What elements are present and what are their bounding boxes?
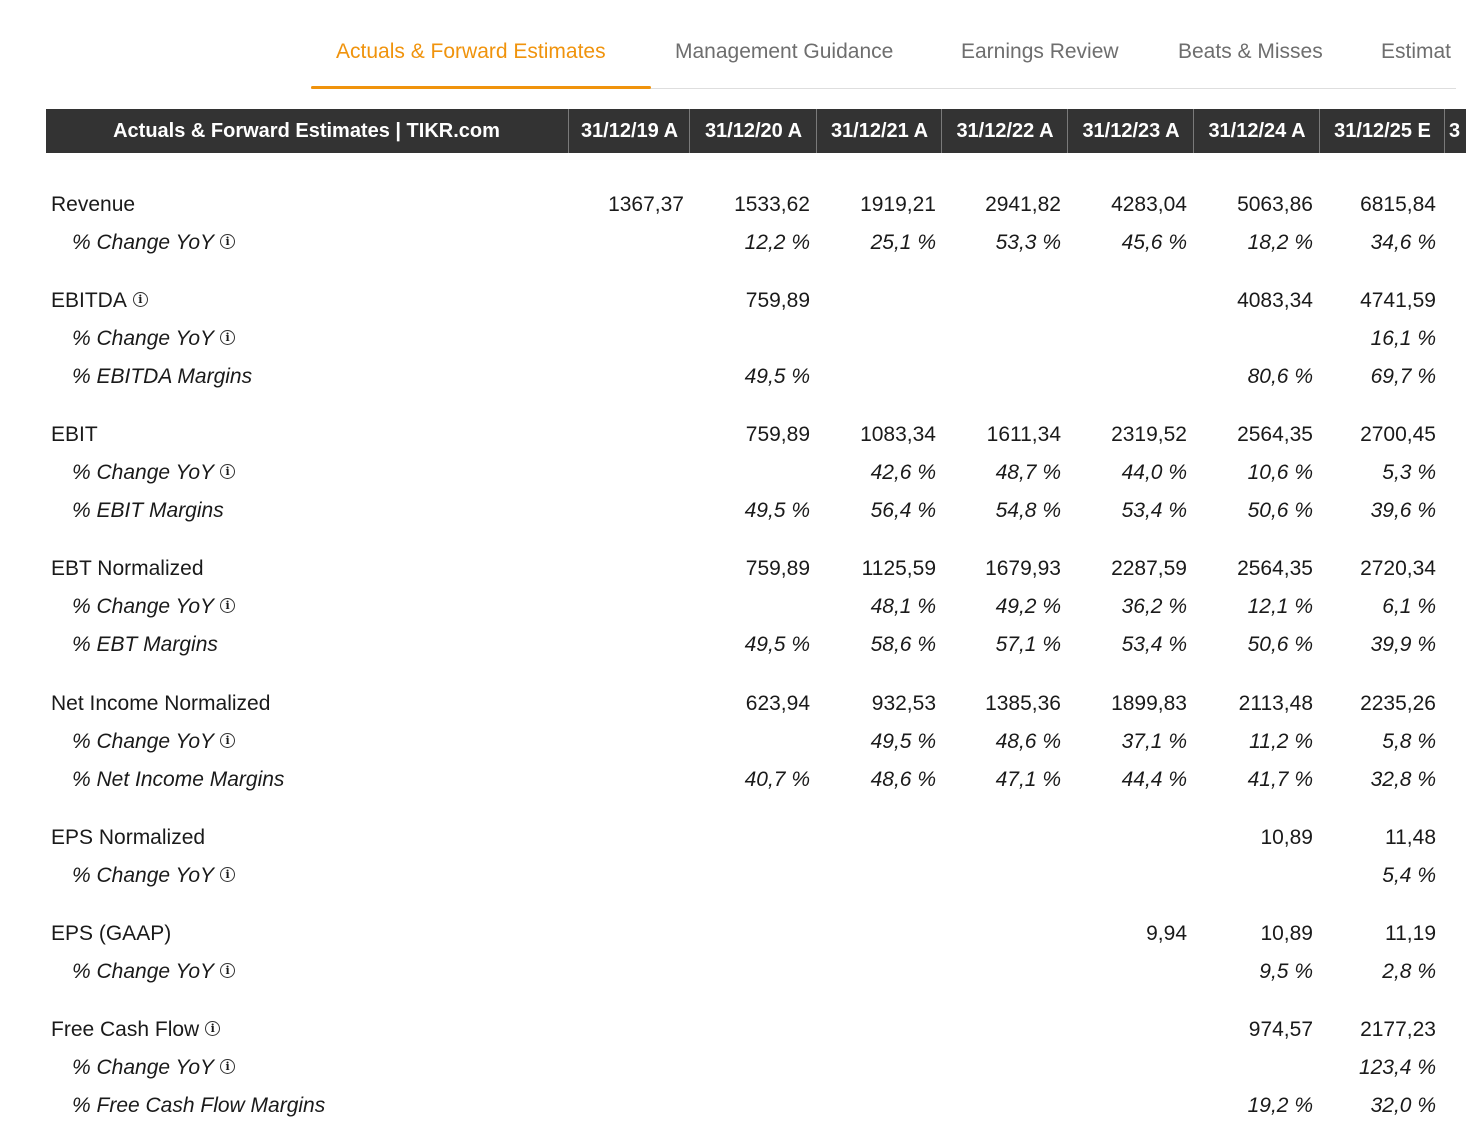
- row-label: [72, 857, 235, 895]
- row-label-text: Net Income Normalized: [51, 692, 271, 715]
- table-cell: 12,1 %: [1247, 595, 1313, 618]
- info-icon[interactable]: i: [133, 292, 148, 307]
- table-cell: 37,1 %: [1121, 730, 1187, 753]
- row-label-text: % Change YoY: [72, 960, 215, 983]
- table-cell: 2564,35: [1237, 423, 1313, 446]
- table-cell: 58,6 %: [870, 633, 936, 656]
- table-cell: 53,4 %: [1121, 633, 1187, 656]
- table-cell: 49,5 %: [744, 499, 810, 522]
- table-cell: 47,1 %: [995, 768, 1061, 791]
- tab-earnings-review[interactable]: Earnings Review: [961, 40, 1119, 63]
- table-cell: 50,6 %: [1247, 633, 1313, 656]
- table-cell: 54,8 %: [995, 499, 1061, 522]
- column-header[interactable]: 3: [1449, 120, 1461, 142]
- column-header[interactable]: 31/12/23 A: [1082, 120, 1180, 142]
- table-row: [0, 588, 1456, 626]
- table-cell: 49,5 %: [744, 365, 810, 388]
- tab-management-guidance[interactable]: Management Guidance: [675, 40, 894, 63]
- info-icon[interactable]: i: [220, 464, 235, 479]
- table-row: [0, 723, 1456, 761]
- table-cell: 11,2 %: [1249, 730, 1313, 753]
- active-tab-indicator: [311, 86, 651, 89]
- tab-actuals-forward-estimates[interactable]: Actuals & Forward Estimates: [336, 40, 606, 63]
- table-cell: 759,89: [745, 557, 810, 580]
- table-cell: 123,4 %: [1358, 1056, 1436, 1079]
- table-cell: 5063,86: [1237, 193, 1313, 216]
- table-cell: 44,4 %: [1121, 768, 1187, 791]
- row-label: [51, 416, 98, 454]
- table-row: [0, 685, 1456, 723]
- table-row: [0, 915, 1456, 953]
- column-header[interactable]: 31/12/22 A: [956, 120, 1054, 142]
- row-label: [72, 320, 235, 358]
- row-label-text: % Change YoY: [72, 327, 215, 350]
- row-label: [51, 550, 204, 588]
- table-cell: 1125,59: [861, 557, 936, 580]
- row-label: [72, 588, 235, 626]
- table-cell: 4083,34: [1237, 289, 1313, 312]
- info-icon[interactable]: i: [220, 330, 235, 345]
- table-cell: 2319,52: [1111, 423, 1187, 446]
- table-cell: 41,7 %: [1247, 768, 1313, 791]
- table-cell: 48,7 %: [995, 461, 1061, 484]
- column-header[interactable]: 31/12/21 A: [830, 120, 929, 142]
- table-title: Actuals & Forward Estimates | TIKR.com: [113, 120, 500, 142]
- tab-estimates[interactable]: Estimat: [1381, 40, 1452, 63]
- row-label: [72, 1087, 325, 1125]
- row-label-text: EPS Normalized: [51, 826, 206, 849]
- table-row: [0, 454, 1456, 492]
- row-label-text: EBT Normalized: [51, 557, 204, 580]
- row-label-text: % Free Cash Flow Margins: [72, 1094, 326, 1117]
- table-cell: 56,4 %: [870, 499, 936, 522]
- table-cell: 2720,34: [1360, 557, 1436, 580]
- row-label: [72, 1049, 235, 1087]
- table-row: [0, 626, 1456, 664]
- table-cell: 1385,36: [985, 692, 1061, 715]
- table-cell: 44,0 %: [1121, 461, 1187, 484]
- table-row: [0, 320, 1456, 358]
- table-cell: 1533,62: [734, 193, 810, 216]
- row-label-text: Revenue: [51, 193, 136, 216]
- table-cell: 32,8 %: [1370, 768, 1436, 791]
- row-label-text: % Change YoY: [72, 595, 215, 618]
- table-row: [0, 550, 1456, 588]
- row-label: [51, 186, 135, 224]
- table-cell: 32,0 %: [1370, 1094, 1436, 1117]
- table-cell: 11,48: [1385, 826, 1436, 849]
- table-cell: 53,4 %: [1121, 499, 1187, 522]
- table-cell: 6815,84: [1360, 193, 1436, 216]
- info-icon[interactable]: i: [220, 234, 235, 249]
- table-row: [0, 186, 1456, 224]
- table-header: [46, 109, 1466, 153]
- table-cell: 2177,23: [1360, 1018, 1436, 1041]
- table-cell: 2941,82: [985, 193, 1061, 216]
- table-cell: 1679,93: [985, 557, 1061, 580]
- table-cell: 11,19: [1385, 922, 1436, 945]
- row-label: [72, 492, 224, 530]
- table-cell: 39,9 %: [1370, 633, 1436, 656]
- table-cell: 1919,21: [860, 193, 936, 216]
- column-header[interactable]: 31/12/24 A: [1208, 120, 1306, 142]
- table-row: [0, 857, 1456, 895]
- table-cell: 9,94: [1146, 922, 1187, 945]
- info-icon[interactable]: i: [205, 1021, 220, 1036]
- table-cell: 16,1 %: [1370, 327, 1436, 350]
- row-label: [72, 723, 235, 761]
- row-label-text: % EBT Margins: [72, 633, 218, 656]
- table-cell: 2235,26: [1360, 692, 1436, 715]
- info-icon[interactable]: i: [220, 1059, 235, 1074]
- row-label-text: % Change YoY: [72, 1056, 215, 1079]
- row-label: [72, 626, 218, 664]
- row-label: [51, 819, 205, 857]
- table-cell: 49,2 %: [995, 595, 1061, 618]
- table-cell: 759,89: [745, 289, 810, 312]
- table-cell: 40,7 %: [744, 768, 810, 791]
- table-cell: 1083,34: [860, 423, 936, 446]
- table-row: [0, 761, 1456, 799]
- table-row: [0, 224, 1456, 262]
- row-label: [72, 224, 235, 262]
- table-row: [0, 1049, 1456, 1087]
- table-row: [0, 1087, 1456, 1125]
- table-cell: 49,5 %: [870, 730, 936, 753]
- table-row: [0, 819, 1456, 857]
- table-cell: 1899,83: [1111, 692, 1187, 715]
- row-label: [51, 685, 270, 723]
- info-icon[interactable]: i: [220, 598, 235, 613]
- row-label-text: EBIT: [51, 423, 98, 446]
- table-cell: 4283,04: [1111, 193, 1187, 216]
- info-icon[interactable]: i: [220, 733, 235, 748]
- column-header[interactable]: 31/12/25 E: [1334, 120, 1431, 142]
- table-cell: 759,89: [745, 423, 810, 446]
- row-label: [51, 915, 171, 953]
- table-cell: 623,94: [745, 692, 810, 715]
- table-cell: 10,89: [1260, 826, 1313, 849]
- row-label-text: % Change YoY: [72, 730, 215, 753]
- table-cell: 42,6 %: [870, 461, 936, 484]
- table-cell: 10,89: [1260, 922, 1313, 945]
- row-label: [72, 953, 235, 991]
- table-cell: 49,5 %: [744, 633, 810, 656]
- row-label: [51, 1011, 220, 1049]
- table-cell: 974,57: [1248, 1018, 1313, 1041]
- info-icon[interactable]: i: [220, 963, 235, 978]
- row-label-text: % Change YoY: [72, 864, 215, 887]
- table-row: [0, 358, 1456, 396]
- table-cell: 932,53: [871, 692, 936, 715]
- table-cell: 80,6 %: [1247, 365, 1313, 388]
- row-label-text: EPS (GAAP): [51, 922, 172, 945]
- table-cell: 50,6 %: [1247, 499, 1313, 522]
- column-header[interactable]: 31/12/19 A: [580, 120, 679, 142]
- table-cell: 9,5 %: [1259, 960, 1313, 983]
- table-cell: 12,2 %: [744, 231, 810, 254]
- row-label: [51, 282, 148, 320]
- table-cell: 25,1 %: [870, 231, 936, 254]
- table-cell: 53,3 %: [995, 231, 1061, 254]
- tab-bar: [0, 0, 1456, 90]
- column-header[interactable]: 31/12/20 A: [704, 120, 803, 142]
- row-label-text: % Change YoY: [72, 461, 215, 484]
- table-cell: 57,1 %: [995, 633, 1061, 656]
- info-icon[interactable]: i: [220, 867, 235, 882]
- table-cell: 1611,34: [986, 423, 1061, 446]
- table-cell: 2564,35: [1237, 557, 1313, 580]
- row-label-text: Free Cash Flow: [51, 1018, 200, 1041]
- table-cell: 2113,48: [1238, 692, 1313, 715]
- table-cell: 2,8 %: [1382, 960, 1436, 983]
- table-row: [0, 492, 1456, 530]
- tab-beats-misses[interactable]: Beats & Misses: [1178, 40, 1323, 63]
- table-cell: 2700,45: [1360, 423, 1436, 446]
- table-cell: 48,6 %: [870, 768, 936, 791]
- table-cell: 48,1 %: [870, 595, 936, 618]
- row-label: [72, 358, 252, 396]
- row-label: [72, 761, 284, 799]
- row-label-text: % Net Income Margins: [72, 768, 285, 791]
- row-label-text: % EBIT Margins: [72, 499, 224, 522]
- table-row: [0, 1011, 1456, 1049]
- row-label-text: % EBITDA Margins: [72, 365, 253, 388]
- table-row: [0, 953, 1456, 991]
- table-cell: 36,2 %: [1121, 595, 1187, 618]
- row-label-text: EBITDA: [51, 289, 127, 312]
- table-cell: 48,6 %: [995, 730, 1061, 753]
- table-cell: 5,4 %: [1382, 864, 1436, 887]
- table-cell: 39,6 %: [1370, 499, 1436, 522]
- table-cell: 10,6 %: [1247, 461, 1313, 484]
- table-cell: 69,7 %: [1370, 365, 1436, 388]
- table-cell: 4741,59: [1360, 289, 1436, 312]
- table-cell: 34,6 %: [1370, 231, 1436, 254]
- table-row: [0, 416, 1456, 454]
- table-cell: 18,2 %: [1247, 231, 1313, 254]
- table-row: [0, 282, 1456, 320]
- table-cell: 6,1 %: [1382, 595, 1436, 618]
- table-cell: 19,2 %: [1247, 1094, 1313, 1117]
- table-cell: 2287,59: [1111, 557, 1187, 580]
- row-label-text: % Change YoY: [72, 231, 215, 254]
- row-label: [72, 454, 235, 492]
- table-cell: 45,6 %: [1121, 231, 1187, 254]
- table-cell: 5,3 %: [1382, 461, 1436, 484]
- table-cell: 5,8 %: [1382, 730, 1436, 753]
- table-cell: 1367,37: [608, 193, 684, 216]
